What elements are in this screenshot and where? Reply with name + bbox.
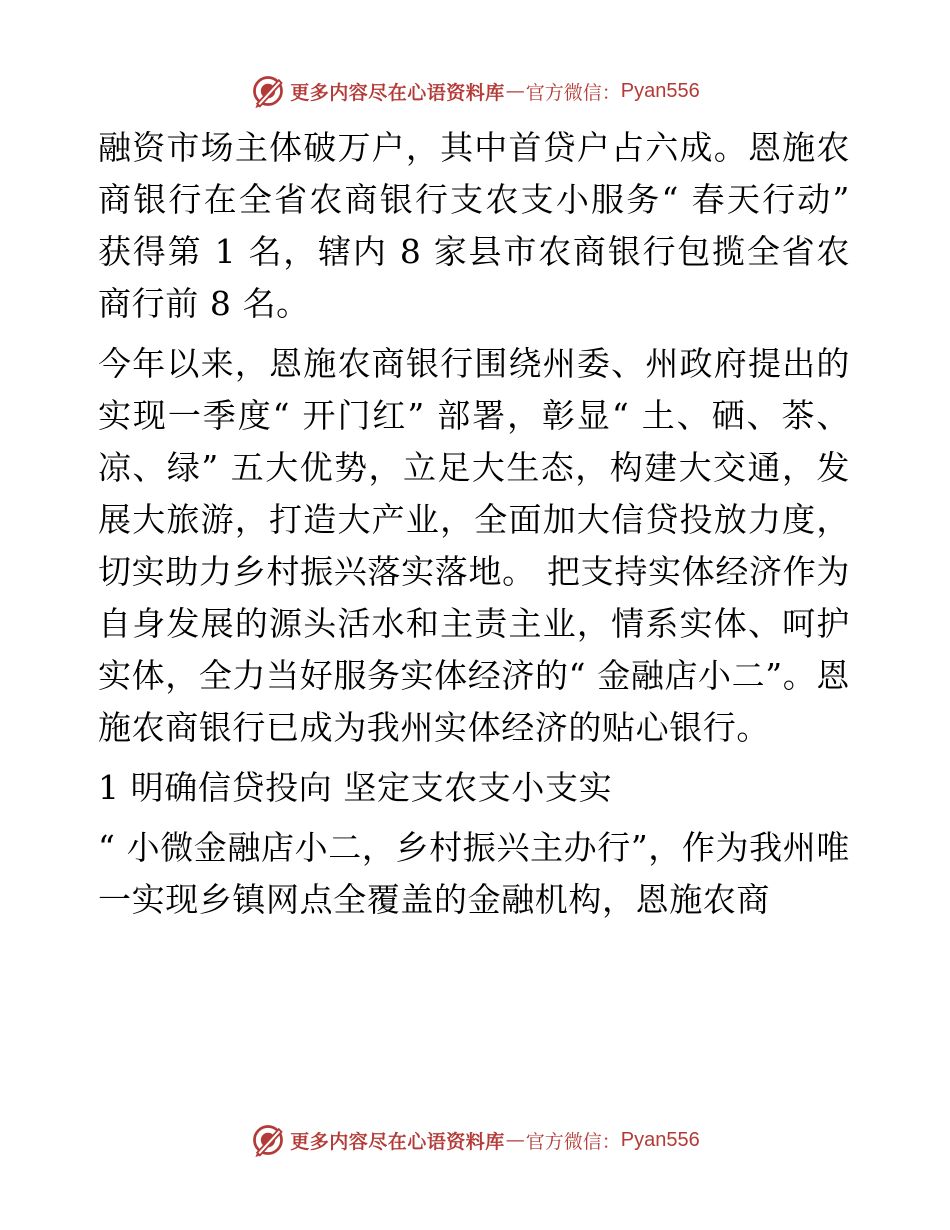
pen-logo-icon (250, 1122, 286, 1158)
wechat-label: 官方微信： (525, 81, 621, 104)
brand-text: 更多内容尽在心语资料库 (290, 81, 505, 104)
banner-dash: — (505, 1129, 525, 1151)
brand-text: 更多内容尽在心语资料库 (290, 1130, 505, 1153)
header-watermark-banner (0, 68, 950, 114)
paragraph-2: 今年以来，恩施农商银行围绕州委、州政府提出的实现一季度“ 开门红” 部署，彰显“ 土、硒、茶、凉、绿” 五大优势，立足大生态，构建大交通，发展大旅游，打造大产业，全面加大信贷投放力度， 切实助力乡村振兴落实落地。 把支持实体经济作为自身发展的源头活水和主责主业，情系实体、呵护实体，全力当好服务实体经济的“ 金融店小二”。恩施农商银行已成为我州实体经济的贴心银行。 (98, 344, 850, 747)
wechat-label: 官方微信： (525, 1130, 621, 1153)
banner-dash: — (505, 80, 525, 102)
paragraph-3: “ 小微金融店小二，乡村振兴主办行”，作为我州唯一实现乡镇网点全覆盖的金融机构，恩施农商 (98, 828, 850, 919)
pen-logo-icon (250, 73, 286, 109)
footer-watermark-banner (0, 1117, 950, 1163)
wechat-id: Pyan556 (620, 1128, 700, 1151)
wechat-id: Pyan556 (620, 79, 700, 102)
section-heading: 1 明确信贷投向 坚定支农支小支实 (98, 768, 613, 807)
paragraph-1: 融资市场主体破万户，其中首贷户占六成。恩施农商银行在全省农商银行支农支小服务“ 春天行动” 获得第 1 名，辖内 8 家县市农商银行包揽全省农商行前 8 名。 (98, 128, 850, 323)
document-body (98, 122, 850, 926)
